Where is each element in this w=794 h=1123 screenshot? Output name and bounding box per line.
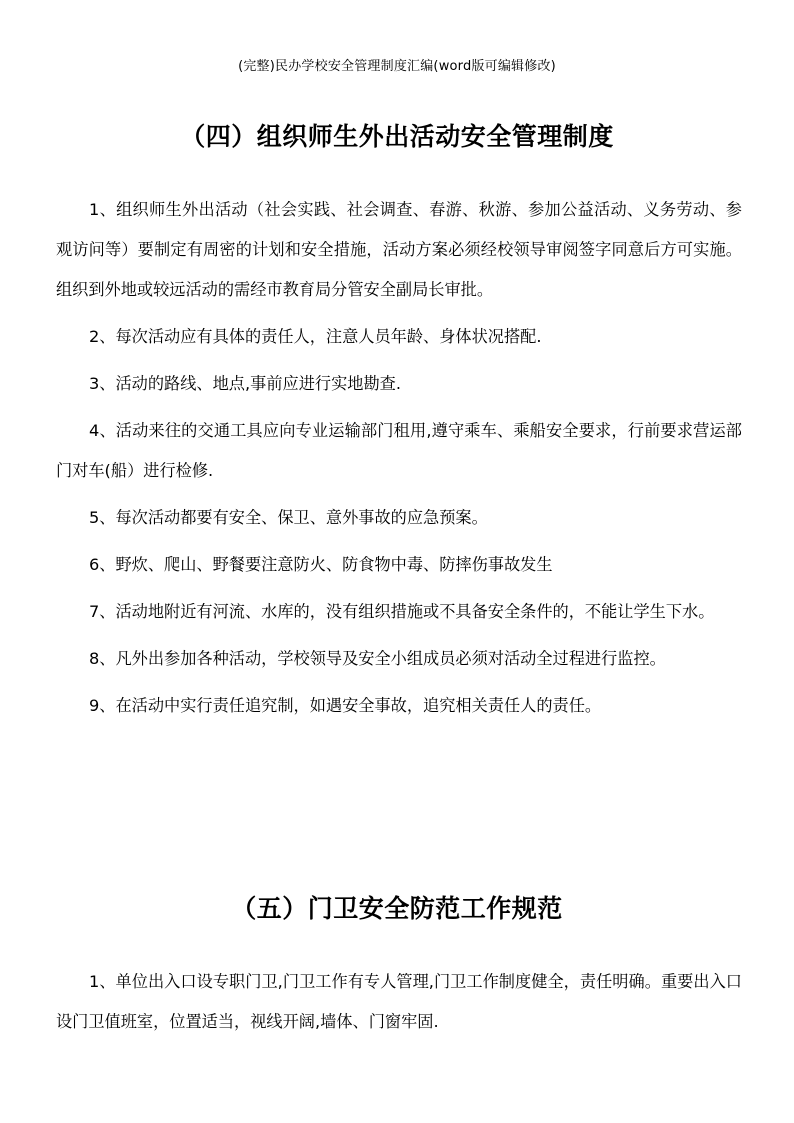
section-body-gate-security <box>56 962 742 1049</box>
running-header: (完整)民办学校安全管理制度汇编(word版可编辑修改) <box>238 59 556 74</box>
paragraph: 2、每次活动应有具体的责任人，注意人员年龄、身体状况搭配. <box>89 327 542 346</box>
paragraph: 8、凡外出参加各种活动，学校领导及安全小组成员必须对活动全过程进行监控。 <box>89 649 666 668</box>
paragraph: 7、活动地附近有河流、水库的，没有组织措施或不具备安全条件的，不能让学生下水。 <box>89 602 715 621</box>
section-title-gate-security: （五）门卫安全防范工作规范 <box>231 894 563 923</box>
paragraph: 9、在活动中实行责任追究制，如遇安全事故，追究相关责任人的责任。 <box>89 696 602 715</box>
section-title-outing-safety: （四）组织师生外出活动安全管理制度 <box>180 122 614 151</box>
paragraph: 5、每次活动都要有安全、保卫、意外事故的应急预案。 <box>89 508 488 527</box>
paragraph: 1、单位出入口设专职门卫,门卫工作有专人管理,门卫工作制度健全，责任明确。重要出入口设门卫值班室，位置适当，视线开阔,墙体、门窗牢固. <box>56 972 742 1031</box>
paragraph: 6、野炊、爬山、野餐要注意防火、防食物中毒、防摔伤事故发生 <box>89 555 553 574</box>
paragraph: 4、活动来往的交通工具应向专业运输部门租用,遵守乘车、乘船安全要求，行前要求营运部门对车(船）进行检修. <box>56 421 742 480</box>
paragraph: 3、活动的路线、地点,事前应进行实地勘查. <box>89 374 401 393</box>
paragraph: 1、组织师生外出活动（社会实践、社会调查、春游、秋游、参加公益活动、义务劳动、参观访问等）要制定有周密的计划和安全措施，活动方案必须经校领导审阅签字同意后方可实施。组织到外地或较远活动的需经市教育局分管安全副局长审批。 <box>56 200 742 299</box>
section-body-outing-safety <box>56 190 742 733</box>
